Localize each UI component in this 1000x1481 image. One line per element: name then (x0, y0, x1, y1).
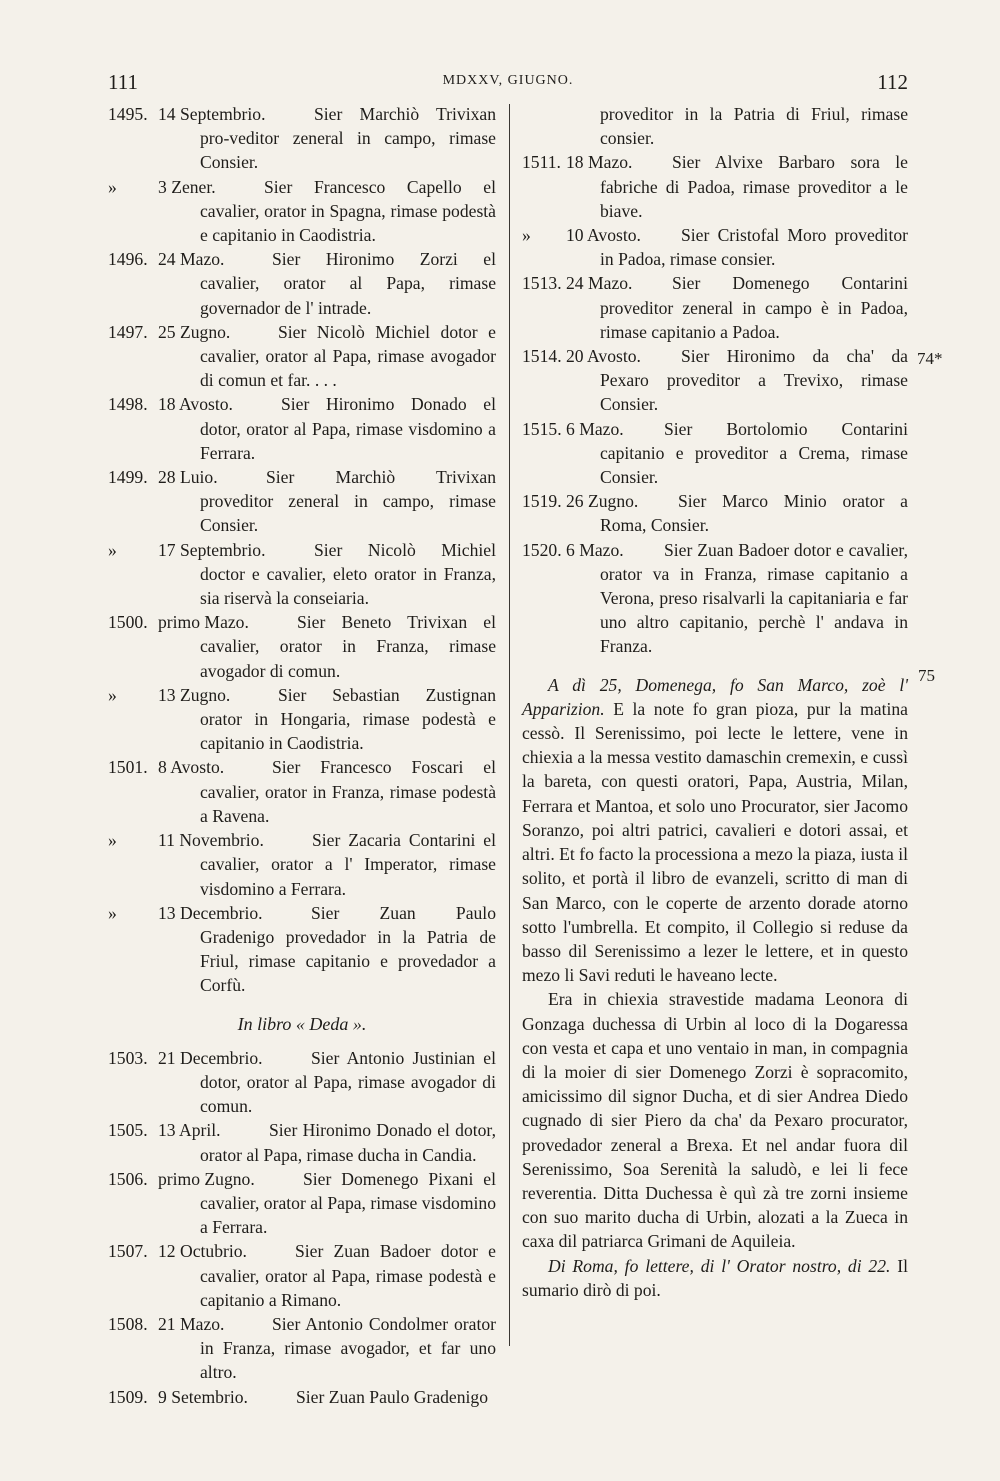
entry-year: 1505. (108, 1120, 148, 1141)
entry-year: 1501. (108, 757, 148, 778)
entry-text: Sier Beneto Trivixan el cavalier, orator in Franza, rimase avogador di comun. (200, 612, 496, 681)
entry-year: 1500. (108, 612, 148, 633)
entry-text: Sier Alvixe Barbaro sora le fabriche di Padoa, rimase proveditor a le biave. (600, 152, 908, 221)
left-entry-list-2 (108, 1046, 496, 1409)
left-entry (108, 247, 496, 320)
right-entry (522, 417, 908, 490)
entry-text: Sier Zacaria Contarini el cavalier, orator a l' Imperator, rimase visdomino a Ferrara. (200, 830, 496, 899)
entry-year: 1508. (108, 1313, 148, 1334)
continuation-entry (522, 102, 908, 150)
left-entry (108, 1046, 496, 1119)
entry-text: Sier Francesco Foscari el cavalier, orator in Franza, rimase podestà a Ravena. (200, 757, 496, 826)
entry-date: 18 Avosto. (158, 394, 233, 415)
left-entry (108, 610, 496, 683)
column-divider (509, 104, 510, 1346)
entry-text: Sier Antonio Justinian el dotor, orator al Papa, rimase avogador di comun. (200, 1047, 496, 1117)
page-header (108, 70, 908, 96)
entry-date: 24 Mazo. (158, 249, 225, 270)
left-entry (108, 901, 496, 998)
continuation-text: proveditor in la Patria di Friul, rimase consier. (600, 104, 908, 149)
left-column (108, 102, 496, 1409)
entry-date: 13 April. (158, 1120, 221, 1141)
entry-text: Sier Sebastian Zustignan orator in Hongaria, rimase podestà e capitanio in Caodistria. (200, 684, 496, 754)
paragraph-apparizion (522, 673, 908, 988)
entry-year: 1514. (522, 346, 562, 367)
entry-date: 20 Avosto. (566, 346, 641, 367)
left-entry (108, 1312, 496, 1385)
entry-text: Sier Francesco Capello el cavalier, orator in Spagna, rimase podestà e capitanio in Caodistria. (200, 176, 496, 246)
entry-date: 21 Decembrio. (158, 1047, 263, 1068)
left-entry (108, 465, 496, 538)
left-entry (108, 320, 496, 393)
entry-text: Sier Zuan Badoer dotor e cavalier, orator va in Franza, rimase capitanio a Verona, preso risalvarli la capitaniaria e far uno altro capitanio, perchè l' andava in Franza. (600, 539, 908, 657)
entry-text: Sier Marco Minio orator a Roma, Consier. (600, 491, 908, 536)
left-entry-list (108, 102, 496, 998)
entry-year: » (108, 830, 117, 851)
entry-year: 1509. (108, 1386, 148, 1407)
left-entry (108, 755, 496, 828)
running-title: MDXXV, GIUGNO. (442, 73, 574, 88)
entry-year: » (108, 176, 117, 197)
left-entry (108, 1385, 496, 1409)
entry-text: Sier Hironimo da cha' da Pexaro proveditor a Trevixo, rimase Consier. (600, 346, 908, 415)
entry-date: 11 Novembrio. (158, 830, 264, 851)
page-number-right: 112 (877, 70, 908, 94)
paragraph-roma-body: Il sumario dirò di poi. (522, 1255, 908, 1300)
entry-text: Sier Hironimo Donado el dotor, orator al Papa, rimase visdomino a Ferrara. (200, 394, 496, 463)
page-number-left: 111 (108, 70, 138, 94)
paragraph-roma-heading: Di Roma, fo lettere, di l' Orator nostro, di 22. (548, 1255, 891, 1276)
paragraph-roma (522, 1254, 908, 1302)
entry-date: primo Mazo. (158, 612, 249, 633)
right-entry (522, 223, 908, 271)
entry-year: » (108, 902, 117, 923)
right-entry (522, 344, 908, 417)
paragraph-duchessa: Era in chiexia stravestide madama Leonora di Gonzaga duchessa di Urbin al loco di la Dogaressa con vesta et capa et uno ventaio in man, in compagnia di la moier di sier Domenego Zorzi è sopracomito, amicissimo dil signor Ducha, et di sier Andrea Diedo cugnado di sier Piero da cha' da Pexaro procurator, provedador zeneral a Brexa. Et nel andar fuora dil Serenissimo, Soa Serenità la saludò, e lei li fece reverentia. Ditta Duchessa è quì zà tre zorni insieme con suo marito ducha di Urbin, alozati a la Zueca in caxa dil patriarca Grimani de Aquileia. (522, 989, 908, 1252)
left-entry (108, 102, 496, 175)
left-entry (108, 1118, 496, 1166)
entry-text: Sier Zuan Paulo Gradenigo provedador in la Patria de Friul, rimase capitanio e provedador a Corfù. (200, 902, 496, 996)
entry-text: Sier Marchiò Trivixan pro-veditor zeneral in campo, rimase Consier. (200, 104, 496, 173)
entry-date: 18 Mazo. (566, 152, 633, 173)
left-entry (108, 683, 496, 756)
left-entry (108, 392, 496, 465)
entry-year: 1515. (522, 418, 562, 439)
entry-date: primo Zugno. (158, 1168, 255, 1189)
entry-text: Sier Domenego Pixani el cavalier, orator al Papa, rimase visdomino a Ferrara. (200, 1168, 496, 1238)
left-entry (108, 1167, 496, 1240)
entry-year: 1506. (108, 1168, 148, 1189)
entry-year: 1513. (522, 273, 562, 294)
left-entry (108, 828, 496, 901)
entry-year: » (108, 539, 117, 560)
section-title: In libro « Deda ». (237, 1013, 367, 1034)
entry-year: 1511. (522, 152, 561, 173)
paragraph-apparizion-body: E la note fo gran pioza, pur la matina cessò. Il Serenissimo, poi lecte le lettere, vene in chiexia a la messa vestito damaschin cremexin, e cussì la bareta, con questi oratori, Papa, Austria, Milan, Ferrara et Mantoa, et solo uno Procurator, sier Jacomo Soranzo, poi altri patrici, cavalieri e dotori assai, et altri. Et fo facto la processiona a mezo la piaza, iusta il solito, et portà il libro de evanzeli, scritto di man di San Marco, con le coperte de arzento dorade atorno sotto l'umbrella. Et compito, il Collegio si reduse da basso dil Serenissimo a lezer le lettere, et in questo mezo li Savi reduti le haveano lecte. (522, 698, 908, 986)
entry-date: 21 Mazo. (158, 1313, 225, 1334)
entry-text: Sier Hironimo Zorzi el cavalier, orator al Papa, rimase governador de l' intrade. (200, 249, 496, 318)
entry-year: 1520. (522, 539, 562, 560)
right-entry (522, 538, 908, 659)
entry-year: 1497. (108, 321, 148, 342)
entry-date: 17 Septembrio. (158, 539, 266, 560)
entry-text: Sier Hironimo Donado el dotor, orator al Papa, rimase ducha in Candia. (200, 1120, 496, 1165)
entry-date: 9 Setembrio. (158, 1386, 248, 1407)
entry-text: Sier Nicolò Michiel doctor e cavalier, eleto orator in Franza, sia riservà la conseiaria. (200, 539, 496, 609)
entry-date: 14 Septembrio. (158, 104, 266, 124)
entry-year: 1507. (108, 1241, 148, 1262)
entry-year: 1495. (108, 104, 148, 124)
left-entry (108, 538, 496, 611)
right-entry-list (522, 150, 908, 658)
entry-date: 6 Mazo. (566, 539, 624, 560)
entry-date: 6 Mazo. (566, 418, 624, 439)
entry-date: 12 Octubrio. (158, 1241, 247, 1262)
paragraph-apparizion-heading: A dì 25, Domenega, fo San Marco, zoè l' Apparizion. (522, 674, 908, 719)
right-entry (522, 150, 908, 223)
entry-date: 13 Decembrio. (158, 902, 263, 923)
entry-year: » (522, 225, 531, 246)
left-entry (108, 1239, 496, 1312)
margin-note-74: 74* (917, 349, 943, 368)
entry-text: Sier Marchiò Trivixan proveditor zeneral in campo, rimase Consier. (200, 467, 496, 536)
entry-year: » (108, 684, 117, 705)
entry-date: 25 Zugno. (158, 321, 231, 342)
entry-text: Sier Zuan Paulo Gradenigo (296, 1386, 489, 1407)
entry-date: 26 Zugno. (566, 491, 639, 512)
entry-year: 1496. (108, 249, 148, 270)
entry-date: 13 Zugno. (158, 684, 231, 705)
entry-text: Sier Antonio Condolmer orator in Franza, rimase avogador, et far uno altro. (200, 1313, 496, 1383)
entry-year: 1498. (108, 394, 148, 415)
entry-date: 28 Luio. (158, 467, 218, 488)
right-entry (522, 489, 908, 537)
entry-text: Sier Nicolò Michiel dotor e cavalier, orator al Papa, rimase avogador di comun et far. . . . (200, 321, 496, 391)
right-column (522, 102, 908, 1302)
right-entry (522, 271, 908, 344)
entry-year: 1519. (522, 491, 562, 512)
entry-year: 1499. (108, 467, 148, 488)
entry-date: 8 Avosto. (158, 757, 225, 778)
entry-date: 10 Avosto. (566, 225, 641, 246)
margin-note-75: 75 (918, 666, 935, 685)
entry-text: Sier Bortolomio Contarini capitanio e proveditor a Crema, rimase Consier. (600, 418, 908, 488)
entry-date: 24 Mazo. (566, 273, 633, 294)
entry-year: 1503. (108, 1047, 148, 1068)
entry-text: Sier Zuan Badoer dotor e cavalier, orator al Papa, rimase podestà e capitanio a Rimano. (200, 1241, 496, 1310)
left-entry (108, 175, 496, 248)
entry-text: Sier Cristofal Moro proveditor in Padoa, rimase consier. (600, 225, 908, 270)
entry-date: 3 Zener. (158, 176, 216, 197)
entry-text: Sier Domenego Contarini proveditor zeneral in campo è in Padoa, rimase capitanio a Padoa. (600, 273, 908, 342)
